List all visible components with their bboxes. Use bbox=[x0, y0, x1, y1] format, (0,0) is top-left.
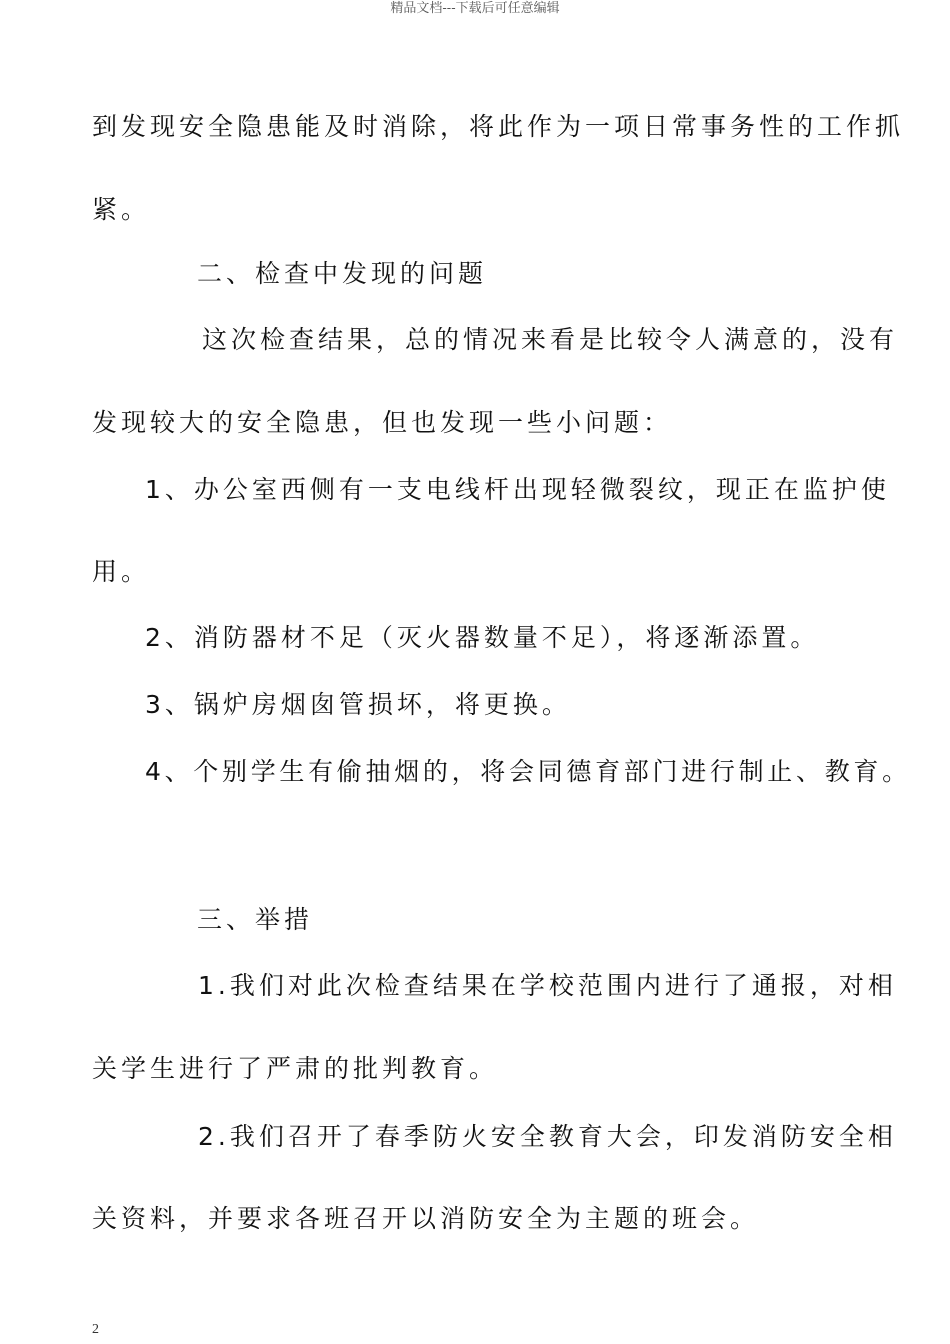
list-item: 4、个别学生有偷抽烟的，将会同德育部门进行制止、教育。 bbox=[145, 757, 911, 786]
section-heading: 三、举措 bbox=[197, 905, 314, 934]
list-item: 3、锅炉房烟囱管损坏，将更换。 bbox=[145, 690, 571, 719]
list-item: 2、消防器材不足（灭火器数量不足），将逐渐添置。 bbox=[145, 623, 820, 652]
body-line: 这次检查结果，总的情况来看是比较令人满意的，没有 bbox=[202, 325, 899, 354]
body-line: 发现较大的安全隐患，但也发现一些小问题： bbox=[92, 408, 673, 437]
page-header: 精品文档---下载后可任意编辑 bbox=[390, 1, 560, 16]
body-line: 关资料，并要求各班召开以消防安全为主题的班会。 bbox=[92, 1204, 760, 1233]
section-heading: 二、检查中发现的问题 bbox=[197, 259, 488, 288]
page-number: 2 bbox=[92, 1322, 99, 1337]
body-line: 关学生进行了严肃的批判教育。 bbox=[92, 1054, 499, 1083]
body-line: 到发现安全隐患能及时消除，将此作为一项日常事务性的工作抓 bbox=[92, 112, 905, 141]
list-item: 1.我们对此次检查结果在学校范围内进行了通报，对相 bbox=[198, 971, 897, 1000]
body-line: 紧。 bbox=[92, 195, 151, 224]
list-item: 1、办公室西侧有一支电线杆出现轻微裂纹，现正在监护使 bbox=[145, 475, 890, 504]
body-line: 用。 bbox=[92, 557, 151, 586]
list-item: 2.我们召开了春季防火安全教育大会，印发消防安全相 bbox=[198, 1122, 897, 1151]
